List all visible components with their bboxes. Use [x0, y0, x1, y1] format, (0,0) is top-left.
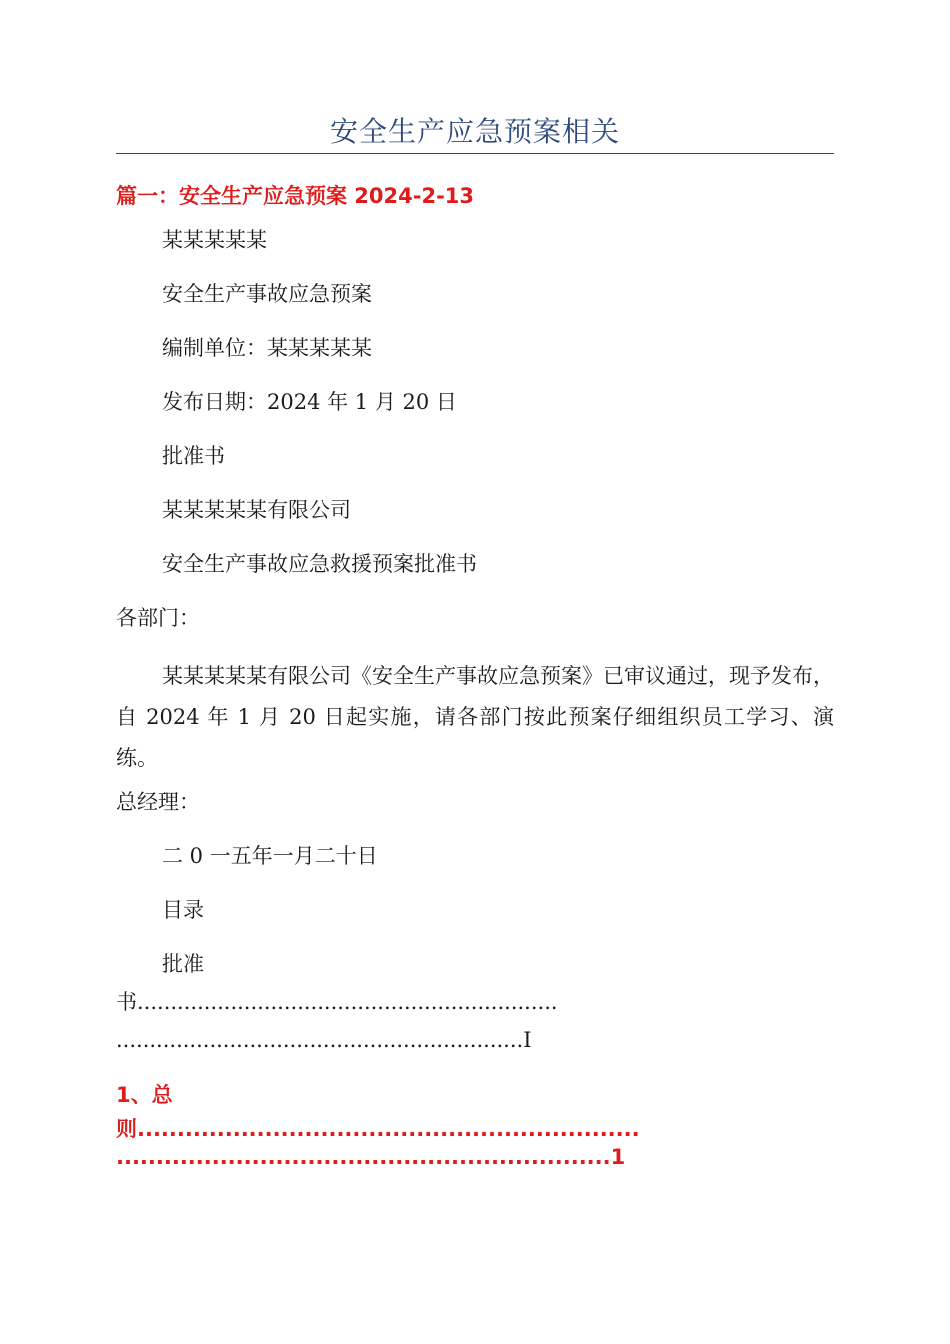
toc-title: 目录	[162, 898, 204, 922]
approval-label: 批准书	[162, 444, 225, 468]
toc-entry-page: .............................................................Ⅰ	[116, 1028, 532, 1052]
release-date-line: 发布日期：2024 年 1 月 20 日	[162, 390, 457, 414]
approval-title: 安全生产事故应急救援预案批准书	[162, 552, 477, 576]
toc-entry-text: 1、总	[116, 1083, 173, 1107]
compiler-line: 编制单位：某某某某某	[162, 336, 372, 360]
company-name-line: 某某某某某	[162, 228, 267, 252]
toc-entry-leader: 则...............................................................	[116, 1117, 640, 1141]
toc-entry-leader: 书...............................................................	[116, 990, 558, 1014]
toc-entry-text: 批准	[162, 952, 204, 976]
signer-label: 总经理：	[116, 790, 200, 814]
company-full-name: 某某某某某有限公司	[162, 498, 351, 522]
title-underline	[116, 153, 834, 154]
date-line: 二 0 一五年一月二十日	[162, 844, 378, 868]
toc-entry-page: ..............................................................1	[116, 1145, 626, 1169]
plan-name-line: 安全生产事故应急预案	[162, 282, 372, 306]
page-title: 安全生产应急预案相关	[329, 115, 620, 148]
section-heading: 篇一：安全生产应急预案 2024-2-13	[116, 184, 475, 208]
body-paragraph: 某某某某某有限公司《安全生产事故应急预案》已审议通过，现予发布，自 2024 年 1 月 20 日起实施，请各部门按此预案仔细组织员工学习、演练。	[116, 664, 834, 770]
salutation: 各部门：	[116, 606, 200, 630]
